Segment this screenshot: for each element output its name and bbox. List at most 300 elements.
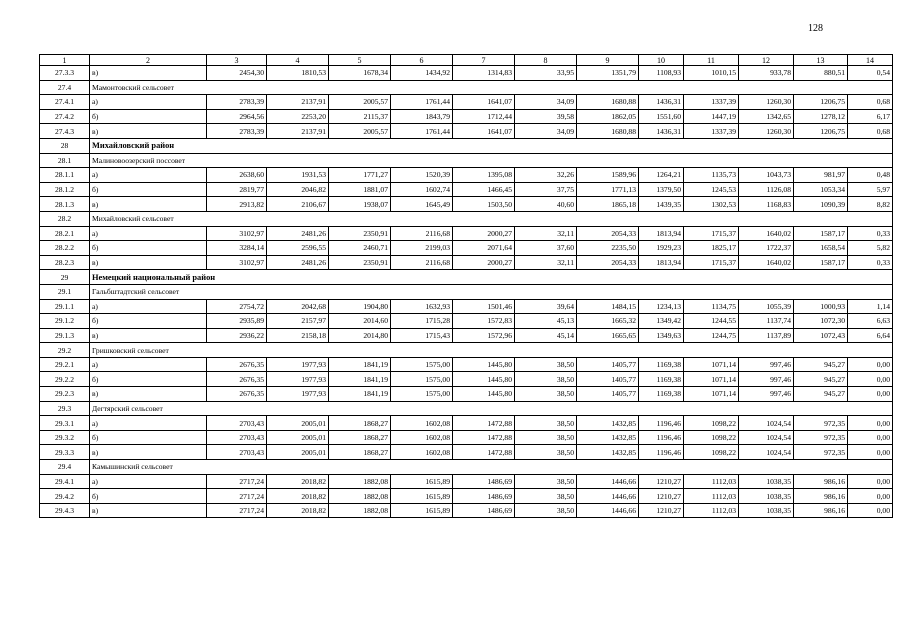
district-title: Немецкий национальный район <box>90 270 893 285</box>
row-variant-label: в) <box>90 66 207 81</box>
table-cell: 1810,53 <box>267 66 329 81</box>
row-code: 28 <box>40 138 90 153</box>
column-header: 6 <box>391 55 453 66</box>
table-cell: 1445,80 <box>453 357 515 372</box>
table-cell: 945,27 <box>794 372 848 387</box>
table-cell: 2717,24 <box>207 474 267 489</box>
row-variant-label: а) <box>90 168 207 183</box>
row-code: 28.1.3 <box>40 197 90 212</box>
row-code: 29.4.1 <box>40 474 90 489</box>
table-cell: 0,00 <box>848 489 893 504</box>
table-row <box>40 445 893 460</box>
table-cell: 1658,54 <box>794 241 848 256</box>
table-cell: 2199,03 <box>391 241 453 256</box>
council-title: Дегтярский сельсовет <box>90 401 893 416</box>
table-cell: 1881,07 <box>329 182 391 197</box>
table-cell: 2005,57 <box>329 95 391 110</box>
table-row <box>40 299 893 314</box>
table-cell: 1587,17 <box>794 226 848 241</box>
table-cell: 0,00 <box>848 474 893 489</box>
district-title: Михайловский район <box>90 138 893 153</box>
table-cell: 1551,60 <box>639 109 684 124</box>
table-cell: 34,09 <box>515 124 577 139</box>
row-variant-label: в) <box>90 445 207 460</box>
row-variant-label: в) <box>90 328 207 343</box>
table-cell: 1486,69 <box>453 474 515 489</box>
district-heading-row <box>40 270 893 285</box>
table-cell: 1,14 <box>848 299 893 314</box>
table-cell: 38,50 <box>515 387 577 402</box>
district-heading-row <box>40 138 893 153</box>
table-cell: 1640,02 <box>739 226 794 241</box>
table-cell: 1665,65 <box>577 328 639 343</box>
table-cell: 1395,08 <box>453 168 515 183</box>
table-cell: 2018,82 <box>267 489 329 504</box>
table-cell: 1575,00 <box>391 357 453 372</box>
table-cell: 1715,37 <box>684 226 739 241</box>
table-cell: 37,60 <box>515 241 577 256</box>
table-cell: 2703,43 <box>207 430 267 445</box>
table-cell: 1112,03 <box>684 503 739 518</box>
table-cell: 2005,57 <box>329 124 391 139</box>
table-cell: 38,50 <box>515 445 577 460</box>
row-code: 29.1.1 <box>40 299 90 314</box>
table-cell: 0,48 <box>848 168 893 183</box>
table-cell: 32,11 <box>515 226 577 241</box>
column-header: 9 <box>577 55 639 66</box>
table-cell: 2005,01 <box>267 430 329 445</box>
table-cell: 1024,54 <box>739 430 794 445</box>
table-cell: 2703,43 <box>207 445 267 460</box>
table-row <box>40 241 893 256</box>
column-header: 10 <box>639 55 684 66</box>
table-cell: 38,50 <box>515 357 577 372</box>
table-cell: 1771,27 <box>329 168 391 183</box>
row-variant-label: б) <box>90 109 207 124</box>
table-cell: 1098,22 <box>684 445 739 460</box>
row-code: 27.4.2 <box>40 109 90 124</box>
table-cell: 1712,44 <box>453 109 515 124</box>
table-cell: 2235,50 <box>577 241 639 256</box>
table-cell: 5,97 <box>848 182 893 197</box>
table-cell: 1349,42 <box>639 314 684 329</box>
table-cell: 1405,77 <box>577 372 639 387</box>
table-cell: 1432,85 <box>577 445 639 460</box>
table-cell: 1602,74 <box>391 182 453 197</box>
table-cell: 1210,27 <box>639 489 684 504</box>
table-cell: 1071,14 <box>684 372 739 387</box>
table-cell: 1466,45 <box>453 182 515 197</box>
column-header: 2 <box>90 55 207 66</box>
row-variant-label: а) <box>90 416 207 431</box>
table-cell: 1314,83 <box>453 66 515 81</box>
council-title: Гальбштадтский сельсовет <box>90 284 893 299</box>
row-code: 29.2.3 <box>40 387 90 402</box>
row-code: 29.1 <box>40 284 90 299</box>
row-variant-label: в) <box>90 255 207 270</box>
table-cell: 1572,96 <box>453 328 515 343</box>
table-cell: 1929,23 <box>639 241 684 256</box>
table-cell: 32,11 <box>515 255 577 270</box>
table-cell: 1169,38 <box>639 357 684 372</box>
table-cell: 40,60 <box>515 197 577 212</box>
table-cell: 0,00 <box>848 503 893 518</box>
table-cell: 45,13 <box>515 314 577 329</box>
table-cell: 2253,20 <box>267 109 329 124</box>
table-cell: 3102,97 <box>207 255 267 270</box>
table-cell: 1206,75 <box>794 95 848 110</box>
row-code: 29.4.3 <box>40 503 90 518</box>
table-cell: 2046,82 <box>267 182 329 197</box>
table-cell: 1446,66 <box>577 489 639 504</box>
table-cell: 1196,46 <box>639 445 684 460</box>
table-row <box>40 182 893 197</box>
table-cell: 1072,30 <box>794 314 848 329</box>
table-body <box>40 55 893 518</box>
row-variant-label: в) <box>90 197 207 212</box>
row-code: 28.2.1 <box>40 226 90 241</box>
row-variant-label: в) <box>90 124 207 139</box>
table-cell: 6,17 <box>848 109 893 124</box>
table-cell: 1680,88 <box>577 124 639 139</box>
row-code: 27.3.3 <box>40 66 90 81</box>
table-cell: 37,75 <box>515 182 577 197</box>
row-variant-label: в) <box>90 387 207 402</box>
table-cell: 2014,80 <box>329 328 391 343</box>
table-cell: 1868,27 <box>329 416 391 431</box>
table-cell: 1640,02 <box>739 255 794 270</box>
column-header: 13 <box>794 55 848 66</box>
table-cell: 38,50 <box>515 503 577 518</box>
row-variant-label: б) <box>90 372 207 387</box>
table-cell: 880,51 <box>794 66 848 81</box>
table-cell: 1589,96 <box>577 168 639 183</box>
column-header: 3 <box>207 55 267 66</box>
table-cell: 2703,43 <box>207 416 267 431</box>
table-cell: 997,46 <box>739 372 794 387</box>
table-cell: 1868,27 <box>329 430 391 445</box>
table-cell: 1472,88 <box>453 445 515 460</box>
council-title: Малиновоозерский поссовет <box>90 153 893 168</box>
table-cell: 38,50 <box>515 372 577 387</box>
column-header: 14 <box>848 55 893 66</box>
table-cell: 1572,83 <box>453 314 515 329</box>
council-heading-row <box>40 153 893 168</box>
table-cell: 1024,54 <box>739 416 794 431</box>
table-cell: 1434,92 <box>391 66 453 81</box>
table-cell: 1038,35 <box>739 489 794 504</box>
row-code: 29.1.3 <box>40 328 90 343</box>
table-cell: 1575,00 <box>391 372 453 387</box>
table-cell: 1771,13 <box>577 182 639 197</box>
table-cell: 1445,80 <box>453 387 515 402</box>
table-cell: 1813,94 <box>639 226 684 241</box>
table-row <box>40 226 893 241</box>
table-cell: 1641,07 <box>453 124 515 139</box>
table-cell: 3284,14 <box>207 241 267 256</box>
table-cell: 1486,69 <box>453 503 515 518</box>
table-cell: 1825,17 <box>684 241 739 256</box>
table-cell: 986,16 <box>794 474 848 489</box>
table-cell: 2350,91 <box>329 226 391 241</box>
table-cell: 2717,24 <box>207 489 267 504</box>
row-code: 29.3.1 <box>40 416 90 431</box>
table-cell: 1210,27 <box>639 474 684 489</box>
table-cell: 2936,22 <box>207 328 267 343</box>
council-title: Михайловский сельсовет <box>90 211 893 226</box>
column-header: 11 <box>684 55 739 66</box>
table-cell: 39,64 <box>515 299 577 314</box>
table-cell: 2481,26 <box>267 226 329 241</box>
council-heading-row <box>40 460 893 475</box>
table-cell: 2005,01 <box>267 416 329 431</box>
row-variant-label: б) <box>90 182 207 197</box>
table-cell: 1865,18 <box>577 197 639 212</box>
table-cell: 1632,93 <box>391 299 453 314</box>
table-cell: 1680,88 <box>577 95 639 110</box>
row-code: 29 <box>40 270 90 285</box>
table-cell: 1446,66 <box>577 474 639 489</box>
table-cell: 1135,73 <box>684 168 739 183</box>
council-heading-row <box>40 401 893 416</box>
table-cell: 1882,08 <box>329 474 391 489</box>
row-code: 28.1.1 <box>40 168 90 183</box>
council-title: Камышинский сельсовет <box>90 460 893 475</box>
table-cell: 1337,39 <box>684 124 739 139</box>
row-code: 29.3.2 <box>40 430 90 445</box>
table-cell: 2137,91 <box>267 95 329 110</box>
table-cell: 1043,73 <box>739 168 794 183</box>
table-cell: 2157,97 <box>267 314 329 329</box>
table-cell: 1196,46 <box>639 430 684 445</box>
table-cell: 0,00 <box>848 430 893 445</box>
table-cell: 1882,08 <box>329 503 391 518</box>
table-row <box>40 66 893 81</box>
table-cell: 1038,35 <box>739 503 794 518</box>
table-cell: 1112,03 <box>684 474 739 489</box>
table-cell: 2018,82 <box>267 503 329 518</box>
row-code: 27.4 <box>40 80 90 95</box>
table-row <box>40 168 893 183</box>
table-cell: 1761,44 <box>391 95 453 110</box>
table-cell: 1641,07 <box>453 95 515 110</box>
table-cell: 1472,88 <box>453 430 515 445</box>
council-heading-row <box>40 343 893 358</box>
table-cell: 1405,77 <box>577 357 639 372</box>
table-cell: 1575,00 <box>391 387 453 402</box>
table-cell: 38,50 <box>515 430 577 445</box>
row-variant-label: а) <box>90 357 207 372</box>
table-cell: 1602,08 <box>391 445 453 460</box>
table-cell: 1446,66 <box>577 503 639 518</box>
table-cell: 1000,93 <box>794 299 848 314</box>
table-cell: 1405,77 <box>577 387 639 402</box>
table-row <box>40 372 893 387</box>
row-code: 28.2.2 <box>40 241 90 256</box>
table-cell: 1098,22 <box>684 416 739 431</box>
table-cell: 2460,71 <box>329 241 391 256</box>
table-cell: 2005,01 <box>267 445 329 460</box>
table-cell: 1137,74 <box>739 314 794 329</box>
table-cell: 2717,24 <box>207 503 267 518</box>
table-cell: 1349,63 <box>639 328 684 343</box>
table-cell: 1977,93 <box>267 372 329 387</box>
table-cell: 1931,53 <box>267 168 329 183</box>
table-cell: 3102,97 <box>207 226 267 241</box>
table-cell: 45,14 <box>515 328 577 343</box>
table-cell: 2158,18 <box>267 328 329 343</box>
table-row <box>40 109 893 124</box>
table-cell: 1587,17 <box>794 255 848 270</box>
table-cell: 1432,85 <box>577 416 639 431</box>
row-code: 29.3.3 <box>40 445 90 460</box>
row-code: 28.2.3 <box>40 255 90 270</box>
row-code: 29.3 <box>40 401 90 416</box>
council-title: Мамонтовский сельсовет <box>90 80 893 95</box>
table-cell: 1841,19 <box>329 357 391 372</box>
table-row <box>40 474 893 489</box>
table-cell: 32,26 <box>515 168 577 183</box>
column-header: 8 <box>515 55 577 66</box>
table-cell: 972,35 <box>794 416 848 431</box>
council-heading-row <box>40 284 893 299</box>
table-cell: 1813,94 <box>639 255 684 270</box>
column-header: 4 <box>267 55 329 66</box>
table-cell: 2676,35 <box>207 387 267 402</box>
table-cell: 1245,53 <box>684 182 739 197</box>
table-cell: 1098,22 <box>684 430 739 445</box>
column-header: 7 <box>453 55 515 66</box>
council-heading-row <box>40 211 893 226</box>
table-row <box>40 255 893 270</box>
table-row <box>40 197 893 212</box>
table-cell: 1665,32 <box>577 314 639 329</box>
table-cell: 2481,26 <box>267 255 329 270</box>
table-cell: 1432,85 <box>577 430 639 445</box>
table-cell: 0,33 <box>848 255 893 270</box>
table-cell: 1615,89 <box>391 503 453 518</box>
table-cell: 2935,89 <box>207 314 267 329</box>
table-cell: 1715,28 <box>391 314 453 329</box>
table-cell: 1196,46 <box>639 416 684 431</box>
table-cell: 1501,46 <box>453 299 515 314</box>
table-cell: 1260,30 <box>739 95 794 110</box>
table-row <box>40 387 893 402</box>
table-cell: 38,50 <box>515 474 577 489</box>
table-cell: 933,78 <box>739 66 794 81</box>
table-row <box>40 124 893 139</box>
table-cell: 1351,79 <box>577 66 639 81</box>
table-cell: 2116,68 <box>391 255 453 270</box>
table-cell: 1210,27 <box>639 503 684 518</box>
table-cell: 997,46 <box>739 387 794 402</box>
table-cell: 1169,38 <box>639 372 684 387</box>
table-cell: 1206,75 <box>794 124 848 139</box>
column-header: 5 <box>329 55 391 66</box>
row-variant-label: б) <box>90 489 207 504</box>
row-code: 28.1 <box>40 153 90 168</box>
table-cell: 2106,67 <box>267 197 329 212</box>
row-variant-label: а) <box>90 474 207 489</box>
table-cell: 2964,56 <box>207 109 267 124</box>
table-cell: 0,00 <box>848 416 893 431</box>
table-cell: 1472,88 <box>453 416 515 431</box>
table-cell: 1126,08 <box>739 182 794 197</box>
row-code: 28.1.2 <box>40 182 90 197</box>
table-cell: 1010,15 <box>684 66 739 81</box>
column-header: 12 <box>739 55 794 66</box>
row-code: 29.2.2 <box>40 372 90 387</box>
data-table <box>39 54 893 518</box>
row-code: 29.4.2 <box>40 489 90 504</box>
table-cell: 2000,27 <box>453 255 515 270</box>
table-cell: 6,63 <box>848 314 893 329</box>
row-variant-label: а) <box>90 299 207 314</box>
table-cell: 2071,64 <box>453 241 515 256</box>
table-cell: 0,68 <box>848 95 893 110</box>
table-cell: 1484,15 <box>577 299 639 314</box>
table-cell: 1486,69 <box>453 489 515 504</box>
table-cell: 2454,30 <box>207 66 267 81</box>
table-cell: 1445,80 <box>453 372 515 387</box>
table-cell: 986,16 <box>794 503 848 518</box>
row-variant-label: б) <box>90 314 207 329</box>
table-cell: 945,27 <box>794 387 848 402</box>
row-code: 29.2 <box>40 343 90 358</box>
council-title: Гришковский сельсовет <box>90 343 893 358</box>
table-cell: 2676,35 <box>207 357 267 372</box>
table-cell: 1602,08 <box>391 430 453 445</box>
table-cell: 2042,68 <box>267 299 329 314</box>
table-cell: 1337,39 <box>684 95 739 110</box>
table-row <box>40 416 893 431</box>
table-cell: 972,35 <box>794 430 848 445</box>
table-cell: 2913,82 <box>207 197 267 212</box>
table-cell: 2596,55 <box>267 241 329 256</box>
table-cell: 1862,05 <box>577 109 639 124</box>
table-cell: 1447,19 <box>684 109 739 124</box>
table-cell: 1938,07 <box>329 197 391 212</box>
table-cell: 33,95 <box>515 66 577 81</box>
table-cell: 1977,93 <box>267 387 329 402</box>
table-cell: 1436,31 <box>639 124 684 139</box>
table-cell: 1342,65 <box>739 109 794 124</box>
column-header-row <box>40 55 893 66</box>
table-cell: 1112,03 <box>684 489 739 504</box>
table-row <box>40 489 893 504</box>
table-cell: 1678,34 <box>329 66 391 81</box>
table-cell: 981,97 <box>794 168 848 183</box>
table-cell: 1843,79 <box>391 109 453 124</box>
table-cell: 1134,75 <box>684 299 739 314</box>
table-cell: 1260,30 <box>739 124 794 139</box>
table-cell: 1977,93 <box>267 357 329 372</box>
table-row <box>40 503 893 518</box>
table-cell: 1090,39 <box>794 197 848 212</box>
row-variant-label: в) <box>90 503 207 518</box>
table-cell: 1169,38 <box>639 387 684 402</box>
row-code: 27.4.1 <box>40 95 90 110</box>
table-cell: 0,00 <box>848 387 893 402</box>
table-cell: 972,35 <box>794 445 848 460</box>
table-cell: 1278,12 <box>794 109 848 124</box>
table-row <box>40 328 893 343</box>
table-cell: 1715,43 <box>391 328 453 343</box>
table-cell: 1264,21 <box>639 168 684 183</box>
table-cell: 2754,72 <box>207 299 267 314</box>
table-cell: 945,27 <box>794 357 848 372</box>
row-code: 29.4 <box>40 460 90 475</box>
